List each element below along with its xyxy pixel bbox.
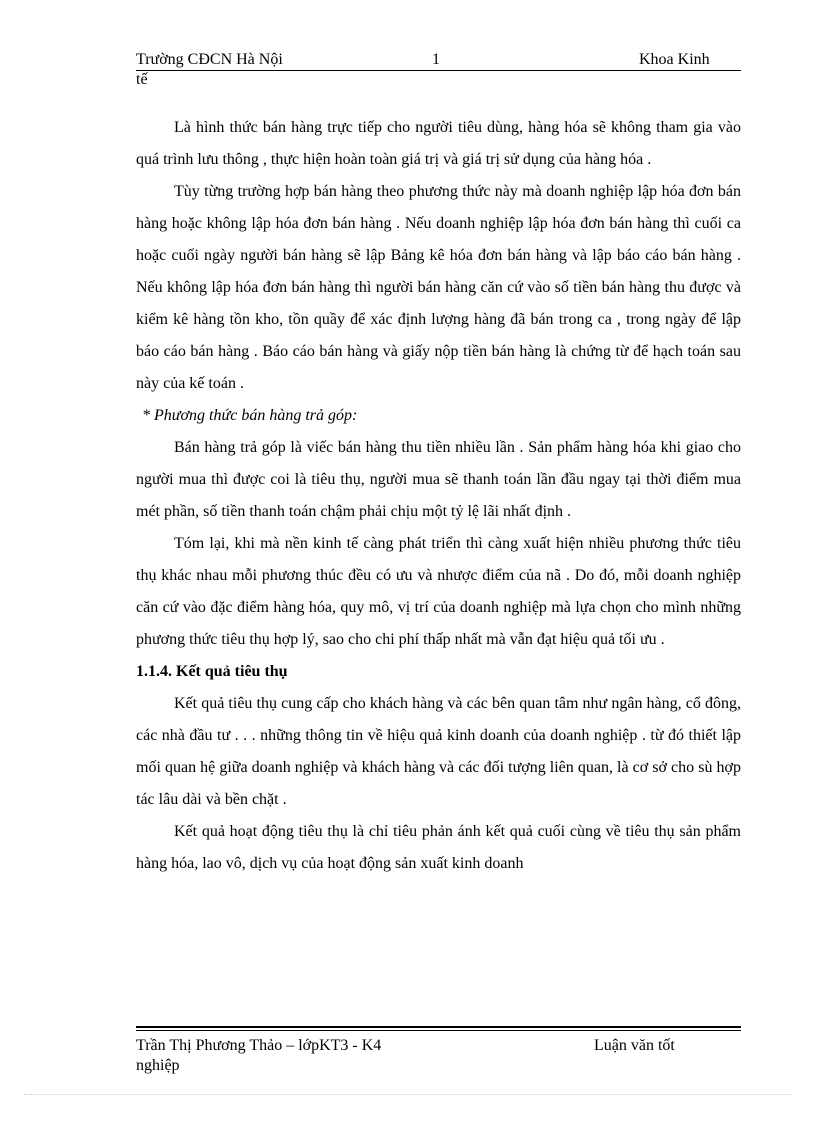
paragraph-direct-sales: Là hình thức bán hàng trực tiếp cho người tiêu dùng, hàng hóa sẽ không tham gia vào quá trình lưu thông , thực hiện hoàn toàn giá trị và giá trị sử dụng của hàng hóa . [136, 119, 741, 168]
paragraph-results-indicator: Kết quả hoạt động tiêu thụ là chỉ tiêu phản ánh kết quả cuối cùng về tiêu thụ sản phẩm hàng hóa, lao vô, dịch vụ của hoạt động sản xuất kinh doanh [136, 823, 741, 872]
paragraph-results: Kết quả tiêu thụ cung cấp cho khách hàng và các bên quan tâm như ngân hàng, cổ đông, các nhà đầu tư . . . những thông tin về hiệu quả kinh doanh của doanh nghiệp . từ đó thiết lập mối quan hệ giữa doanh nghiệp và khách hàng và các đối tượng liên quan, là cơ sở cho sù hợp tác lâu dài và bền chặt . [136, 695, 741, 808]
footer-thesis-wrap: nghiệp [136, 1057, 180, 1074]
paragraph-summary: Tóm lại, khi mà nền kinh tế càng phát triển thì càng xuất hiện nhiều phương thức tiêu thụ khác nhau mỗi phương thúc đều có ưu và nhược điểm của nã . Do đó, mỗi doanh nghiệp căn cứ vào đặc điểm hàng hóa, quy mô, vị trí của doanh nghiệp mà lựa chọn cho mình những phương thức tiêu thụ hợp lý, sao cho chi phí thấp nhất mà vẫn đạt hiệu quả tối ưu . [136, 535, 741, 648]
subheading-installment: * Phương thức bán hàng trả góp: [142, 407, 358, 424]
footer-rule-thick [136, 1026, 741, 1028]
section-heading: 1.1.4. Kết quả tiêu thụ [136, 663, 288, 680]
footer-thesis: Luận văn tốt [594, 1037, 675, 1054]
footer-author: Trần Thị Phương Thảo – lớpKT3 - K4 [136, 1037, 382, 1054]
page-footer [136, 1036, 741, 1056]
header-school: Trường CĐCN Hà Nội [136, 51, 283, 68]
header-faculty-wrap: tế [136, 71, 148, 88]
paragraph-invoice: Tùy từng trường hợp bán hàng theo phương thức này mà doanh nghiệp lập hóa đơn bán hàng hoặc không lập hóa đơn bán hàng . Nếu doanh nghiệp lập hóa đơn bán hàng thì cuối ca hoặc cuối ngày người bán hàng sẽ lập Bảng kê hóa đơn bán hàng và lập báo cáo bán hàng . Nếu không lập hóa đơn bán hàng thì người bán hàng căn cứ vào số tiền bán hàng thu được và kiểm kê hàng tồn kho, tồn quầy để xác định lượng hàng đã bán trong ca , trong ngày để lập báo cáo bán hàng . Báo cáo bán hàng và giấy nộp tiền bán hàng là chứng từ để hạch toán sau này của kế toán . [136, 183, 741, 392]
page-header [136, 50, 741, 70]
paragraph-installment: Bán hàng trả góp là viếc bán hàng thu tiền nhiều lần . Sản phẩm hàng hóa khi giao cho người mua thì được coi là tiêu thụ, người mua sẽ thanh toán lần đầu ngay tại thời điểm mua mét phần, số tiền thanh toán chậm phải chịu một tỷ lệ lãi nhất định . [136, 439, 741, 520]
header-page-number: 1 [432, 51, 440, 68]
footer-rule-thin [136, 1030, 741, 1031]
header-rule [136, 70, 741, 71]
header-faculty: Khoa Kinh [639, 51, 710, 68]
page-bottom-edge [24, 1094, 792, 1095]
document-body [136, 112, 741, 880]
